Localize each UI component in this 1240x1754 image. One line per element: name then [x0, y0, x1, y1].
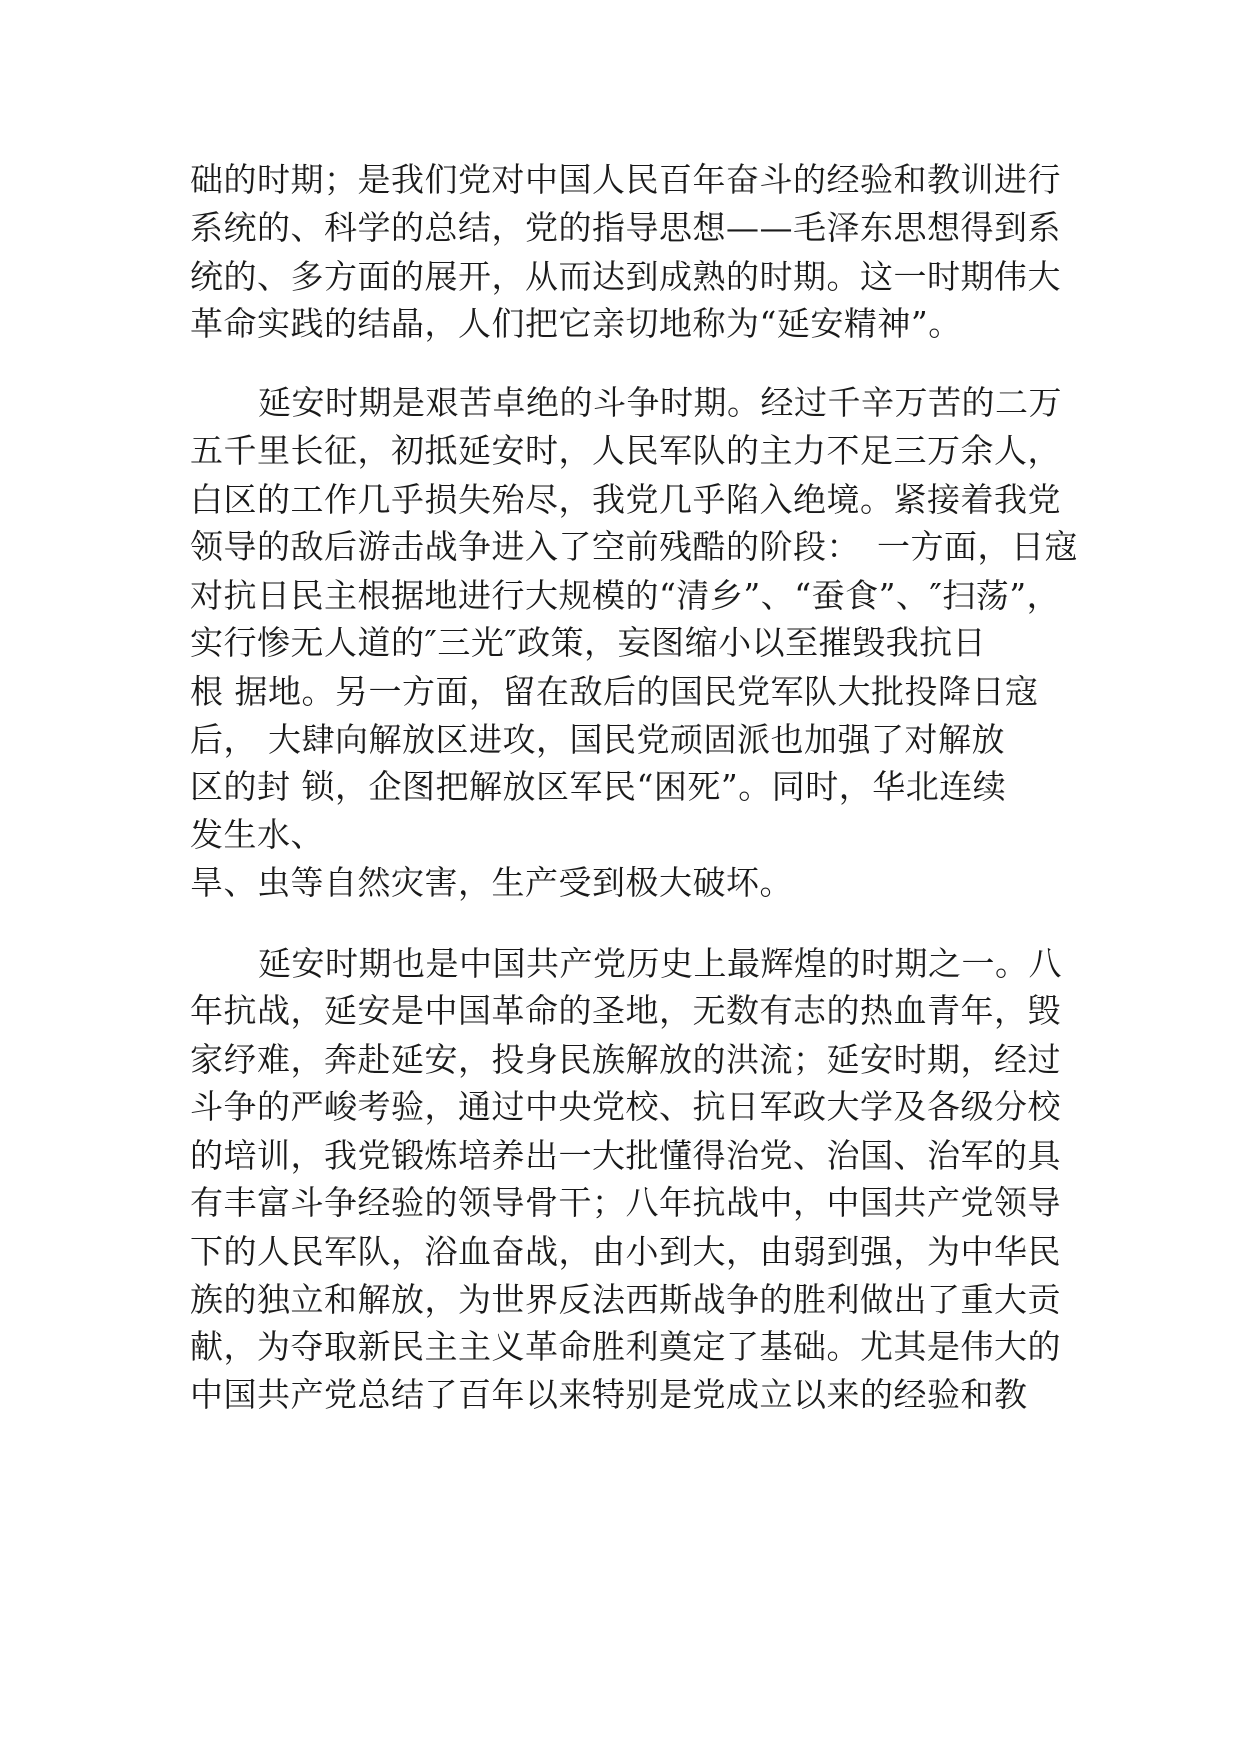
body-text-line: 实行惨无人道的″三光″政策，妄图缩小以至摧毁我抗日: [190, 623, 987, 662]
body-text-line: 领导的敌后游击战争进入了空前残酷的阶段： 一方面，日寇: [190, 527, 1078, 566]
body-text-line: 后， 大肆向解放区进攻，国民党顽固派也加强了对解放: [190, 720, 1005, 759]
body-text-line: 根 据地。另一方面，留在敌后的国民党军队大批投降日寇: [190, 672, 1039, 711]
body-text-line: 区的封 锁，企图把解放区军民“困死”。同时，华北连续: [190, 767, 1007, 806]
body-text-line: 年抗战，延安是中国革命的圣地，无数有志的热血青年，毁: [190, 991, 1061, 1030]
body-text-line: 下的人民军队，浴血奋战，由小到大，由弱到强，为中华民: [190, 1232, 1061, 1271]
body-text-line: 延安时期是艰苦卓绝的斗争时期。经过千辛万苦的二万: [258, 383, 1062, 422]
body-text-line: 对抗日民主根据地进行大规模的“清乡”、“蚕食”、″扫荡”，: [190, 576, 1061, 615]
body-text-line: 的培训，我党锻炼培养出一大批懂得治党、治国、治军的具: [190, 1136, 1061, 1175]
body-text-line: 统的、多方面的展开，从而达到成熟的时期。这一时期伟大: [190, 257, 1061, 296]
body-text-line: 斗争的严峻考验，通过中央党校、抗日军政大学及各级分校: [190, 1087, 1061, 1126]
body-text-line: 白区的工作几乎损失殆尽，我党几乎陷入绝境。紧接着我党: [190, 480, 1061, 519]
body-text-line: 延安时期也是中国共产党历史上最辉煌的时期之一。八: [258, 944, 1062, 983]
body-text-line: 有丰富斗争经验的领导骨干；八年抗战中，中国共产党领导: [190, 1183, 1061, 1222]
body-text-line: 系统的、科学的总结，党的指导思想——毛泽东思想得到系: [190, 208, 1061, 247]
body-text-line: 五千里长征，初抵延安时，人民军队的主力不足三万余人，: [190, 431, 1061, 470]
body-text-line: 革命实践的结晶，人们把它亲切地称为“延安精神”。: [190, 304, 962, 343]
body-text-line: 旱、虫等自然灾害，生产受到极大破坏。: [190, 863, 793, 902]
body-text-line: 中国共产党总结了百年以来特别是党成立以来的经验和教: [190, 1375, 1028, 1414]
body-text-line: 族的独立和解放，为世界反法西斯战争的胜利做出了重大贡: [190, 1280, 1061, 1319]
body-text-line: 家纾难，奔赴延安，投身民族解放的洪流；延安时期，经过: [190, 1040, 1061, 1079]
body-text-line: 发生水、: [190, 815, 324, 854]
body-text-line: 献，为夺取新民主主义革命胜利奠定了基础。尤其是伟大的: [190, 1327, 1061, 1366]
body-text-line: 础的时期；是我们党对中国人民百年奋斗的经验和教训进行: [190, 160, 1061, 199]
